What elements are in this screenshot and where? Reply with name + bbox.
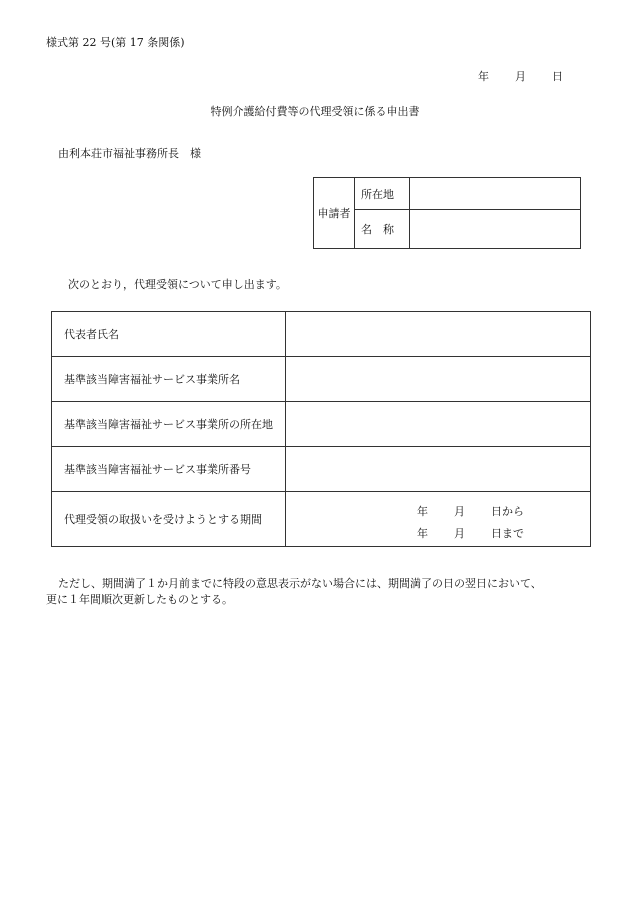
period-from: 年 月 日から <box>417 505 524 518</box>
table-row <box>52 492 591 547</box>
row-label-facility-number: 基準該当障害福祉サービス事業所番号 <box>52 447 286 492</box>
row-label-facility-name: 基準該当障害福祉サービス事業所名 <box>52 357 286 402</box>
applicant-table <box>313 177 581 249</box>
renewal-note <box>46 576 586 608</box>
applicant-name-field[interactable] <box>410 210 581 249</box>
form-number: 様式第 22 号(第 17 条関係) <box>46 36 185 49</box>
facility-name-field[interactable] <box>286 357 591 402</box>
applicant-heading: 申請者 <box>314 178 355 249</box>
renewal-note-line1: ただし、期間満了１か月前までに特段の意思表示がない場合には、期間満了の日の翌日において、 <box>58 577 542 590</box>
period-field[interactable] <box>286 492 591 547</box>
row-label-period: 代理受領の取扱いを受けようとする期間 <box>52 492 286 547</box>
representative-name-field[interactable] <box>286 312 591 357</box>
date-day: 日 <box>552 70 563 83</box>
table-row <box>52 312 591 357</box>
facility-number-field[interactable] <box>286 447 591 492</box>
table-row <box>52 447 591 492</box>
date-month: 月 <box>515 70 526 83</box>
row-label-representative: 代表者氏名 <box>52 312 286 357</box>
submission-date <box>478 68 563 84</box>
table-row <box>52 402 591 447</box>
row-label-facility-address: 基準該当障害福祉サービス事業所の所在地 <box>52 402 286 447</box>
applicant-address-label: 所在地 <box>355 178 410 210</box>
applicant-address-field[interactable] <box>410 178 581 210</box>
details-table <box>51 311 591 547</box>
intro-text: 次のとおり，代理受領について申し出ます。 <box>68 278 287 291</box>
applicant-name-label: 名 称 <box>355 210 410 249</box>
document-title: 特例介護給付費等の代理受領に係る申出書 <box>210 105 420 118</box>
renewal-note-line2: 更に１年間順次更新したものとする。 <box>46 593 233 606</box>
date-year: 年 <box>478 70 489 83</box>
addressee: 由利本荘市福祉事務所長 様 <box>58 147 201 160</box>
facility-address-field[interactable] <box>286 402 591 447</box>
table-row <box>52 357 591 402</box>
period-to: 年 月 日まで <box>417 527 524 540</box>
